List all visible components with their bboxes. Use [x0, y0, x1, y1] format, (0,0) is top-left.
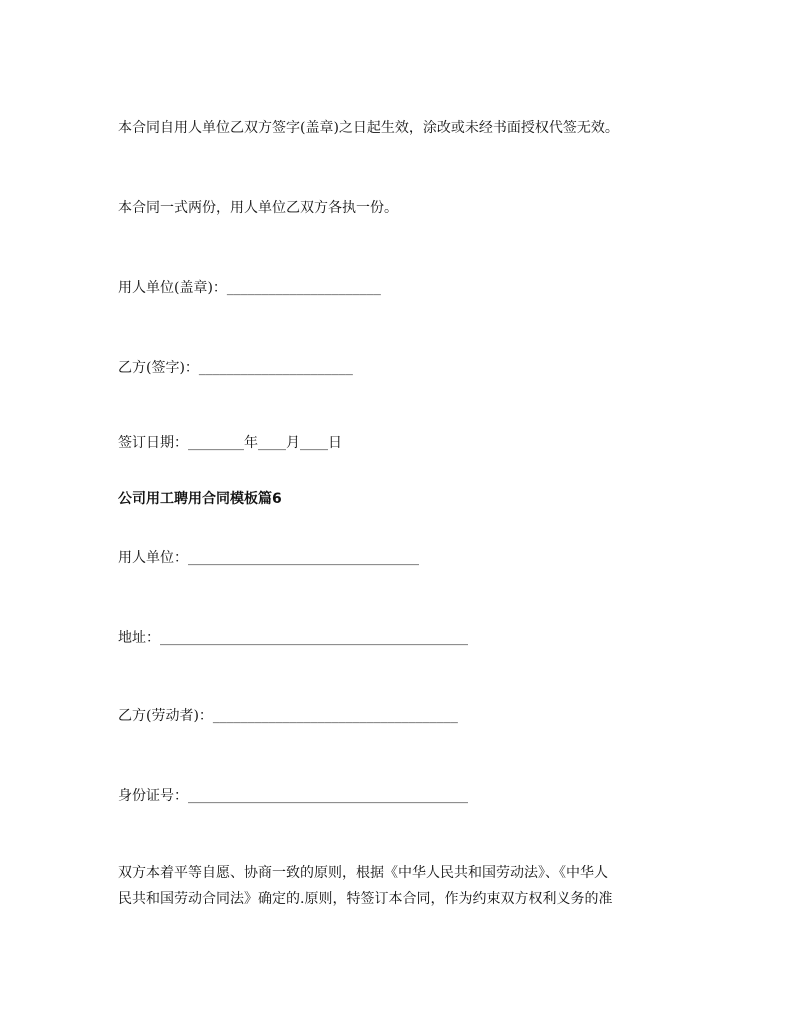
employer-seal-field: 用人单位(盖章)：______________________ — [118, 280, 381, 296]
signing-date-field: 签订日期：________年____月____日 — [118, 435, 342, 451]
copies-clause: 本合同一式两份，用人单位乙双方各执一份。 — [118, 200, 398, 216]
address-field: 地址：____________________________________________ — [118, 630, 468, 646]
effective-clause: 本合同自用人单位乙双方签字(盖章)之日起生效，涂改或未经书面授权代签无效。 — [118, 120, 619, 136]
id-number-field: 身份证号：________________________________________ — [118, 788, 468, 804]
contract-preamble — [118, 860, 688, 912]
employer-field: 用人单位：_________________________________ — [118, 550, 419, 566]
employee-field: 乙方(劳动者)：___________________________________ — [118, 708, 458, 724]
preamble-line-2: 民共和国劳动合同法》确定的.原则，特签订本合同，作为约束双方权利义务的准 — [118, 891, 613, 907]
party-b-signature-field: 乙方(签字)：______________________ — [118, 360, 353, 376]
section-heading: 公司用工聘用合同模板篇6 — [118, 491, 282, 507]
preamble-line-1: 双方本着平等自愿、协商一致的原则，根据《中华人民共和国劳动法》、《中华人 — [118, 865, 608, 881]
